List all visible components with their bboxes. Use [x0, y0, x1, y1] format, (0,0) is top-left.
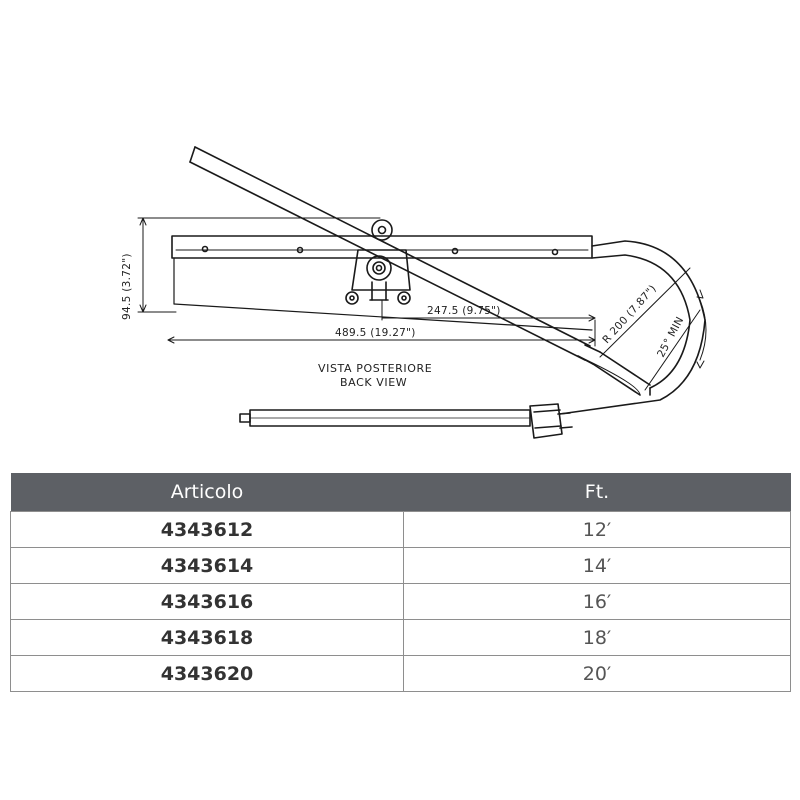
height-dimension-label: 94.5 (3.72")	[121, 253, 133, 320]
cable-length: 16′	[404, 584, 791, 620]
article-code: 4343612	[11, 512, 404, 548]
table-row	[11, 620, 791, 656]
view-caption-italian: VISTA POSTERIORE	[318, 362, 433, 375]
length-dimension-label: 489.5 (19.27")	[335, 327, 416, 339]
steering-cable	[560, 241, 705, 414]
table-row	[11, 548, 791, 584]
header-feet: Ft.	[404, 473, 791, 512]
table-header-row	[11, 473, 791, 512]
article-code: 4343614	[11, 548, 404, 584]
cable-length: 20′	[404, 656, 791, 692]
cable-end-rod	[240, 404, 572, 438]
offset-dimension-label: 247.5 (9.75")	[427, 305, 501, 317]
cable-length: 12′	[404, 512, 791, 548]
table-row	[11, 512, 791, 548]
radius-dimension-label: R 200 (7.87")	[600, 282, 659, 347]
table-row	[11, 584, 791, 620]
article-code: 4343616	[11, 584, 404, 620]
article-code: 4343618	[11, 620, 404, 656]
rod-sleeve	[578, 345, 650, 395]
cable-length: 14′	[404, 548, 791, 584]
gear-mechanism	[346, 220, 410, 304]
angle-dimension-label: 25° MIN	[655, 314, 687, 360]
cable-length: 18′	[404, 620, 791, 656]
product-table	[10, 473, 791, 692]
header-article: Articolo	[11, 473, 404, 512]
view-caption-english: BACK VIEW	[340, 376, 408, 389]
table-row	[11, 656, 791, 692]
article-code: 4343620	[11, 656, 404, 692]
